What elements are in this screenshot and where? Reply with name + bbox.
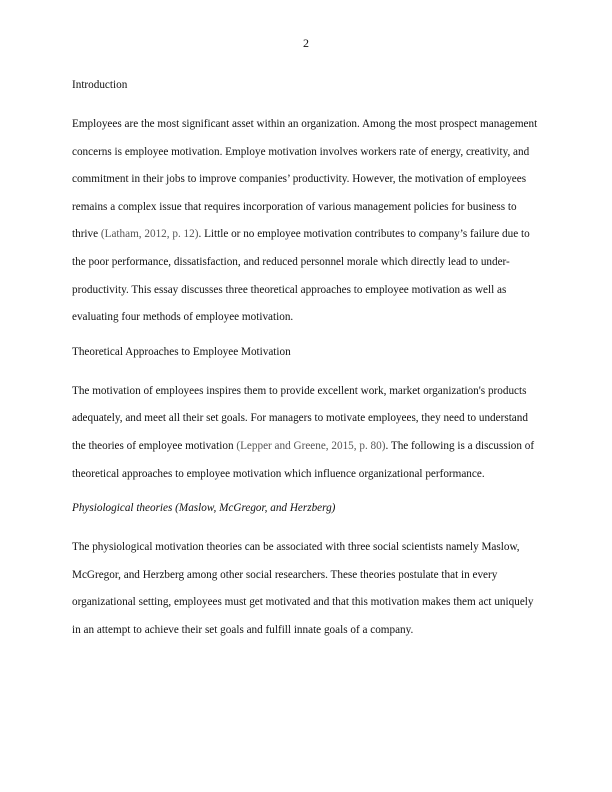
- theoretical-approaches-paragraph: [72, 378, 540, 488]
- subsection-heading-physiological-theories: Physiological theories (Maslow, McGregor, and Herzberg): [72, 502, 336, 515]
- section-heading-theoretical-approaches: Theoretical Approaches to Employee Motivation: [72, 345, 291, 358]
- section-heading-introduction: Introduction: [72, 79, 128, 91]
- theory-text-part-1: The motivation of employees inspires them to provide excellent work, market organization's products adequately, and meet all their set goals. For managers to motivate employees, they need to understand the theories of employee motivation: [72, 384, 528, 452]
- document-body: [72, 76, 540, 656]
- citation-latham: (Latham, 2012, p. 12): [100, 228, 199, 241]
- introduction-text-part-2: . Little or no employee motivation contributes to company’s failure due to the poor performance, dissatisfaction, and reduced personnel morale which directly lead to under-productivity. This essay discusses three theoretical approaches to employee motivation as well as evaluating four methods of employee motivation.: [72, 228, 530, 324]
- citation-lepper-greene: (Lepper and Greene, 2015, p. 80): [236, 439, 386, 452]
- page-number: 2: [303, 36, 309, 50]
- introduction-paragraph: [72, 111, 540, 332]
- theory-text-part-2: . The following is a discussion of theoretical approaches to employee motivation which influence organizational performance.: [72, 439, 535, 480]
- introduction-text-part-1: Employees are the most significant asset within an organization. Among the most prospect management concerns is employee motivation. Employe motivation involves workers rate of energy, creativity, and commitment in their jobs to improve companies’ productivity. However, the motivation of employees remains a complex issue that requires incorporation of various management policies for business to thrive: [72, 118, 538, 241]
- physiological-theories-paragraph: The physiological motivation theories can be associated with three social scientists namely Maslow, McGregor, and Herzberg among other social researchers. These theories postulate that in every organizational setting, employees must get motivated and that this motivation makes them act uniquely in an attempt to achieve their set goals and fulfill innate goals of a company.: [72, 541, 534, 636]
